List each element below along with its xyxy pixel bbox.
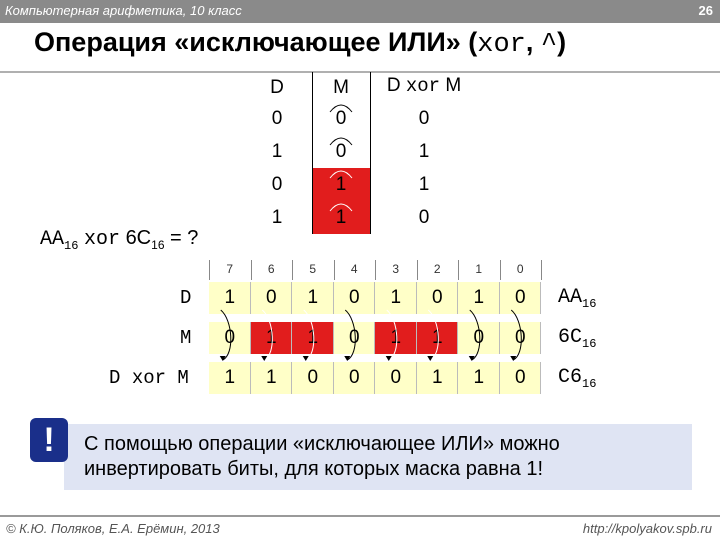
bit-column-divider bbox=[500, 260, 501, 280]
truth-header-m: M bbox=[333, 77, 349, 98]
bit-column-divider bbox=[209, 260, 210, 280]
bit-cell: 1 bbox=[473, 367, 485, 388]
page-number: 26 bbox=[698, 3, 713, 18]
bit-row-label-result-op: xor bbox=[131, 367, 167, 389]
question-tail: = ? bbox=[164, 227, 199, 249]
bit-arrowhead bbox=[220, 356, 226, 361]
note-line-1: С помощью операции «исключающее ИЛИ» можно bbox=[84, 433, 560, 455]
footer-bar bbox=[0, 517, 720, 540]
bit-column-divider bbox=[541, 260, 542, 280]
bit-position-label: 2 bbox=[433, 262, 441, 276]
bit-column-divider bbox=[292, 260, 293, 280]
truth-cell-m: 0 bbox=[335, 108, 347, 129]
bit-cell: 0 bbox=[514, 327, 526, 348]
title-code-xor: xor bbox=[477, 30, 526, 60]
bit-row-label-result-suffix: M bbox=[166, 367, 189, 389]
bit-cell: 0 bbox=[514, 287, 526, 308]
bit-row-hex-base: 16 bbox=[582, 377, 597, 391]
question-b-base: 16 bbox=[151, 238, 165, 252]
question-op: xor bbox=[83, 228, 120, 251]
truth-cell-result: 0 bbox=[418, 207, 430, 228]
bit-column-divider bbox=[458, 260, 459, 280]
question bbox=[40, 227, 198, 253]
bit-column-divider bbox=[251, 260, 252, 280]
bit-row-hex-value: C6 bbox=[558, 366, 583, 389]
page-title bbox=[34, 27, 566, 60]
bit-cell: 0 bbox=[348, 367, 360, 388]
truth-cell-d: 1 bbox=[271, 207, 283, 228]
note-text bbox=[84, 432, 560, 482]
bit-cell: 1 bbox=[431, 327, 443, 348]
title-code-caret: ^ bbox=[540, 30, 558, 60]
header-bar bbox=[0, 0, 720, 23]
bit-arrowhead bbox=[261, 356, 267, 361]
truth-cell-m: 0 bbox=[335, 141, 347, 162]
bit-row-label-result-prefix: D bbox=[109, 367, 132, 389]
bit-position-label: 6 bbox=[267, 262, 275, 276]
bit-cell: 1 bbox=[307, 287, 319, 308]
bit-position-label: 4 bbox=[350, 262, 358, 276]
bit-position-label: 3 bbox=[392, 262, 400, 276]
bit-row-hex bbox=[558, 325, 596, 351]
note-box bbox=[64, 424, 692, 490]
bit-row-label-result bbox=[109, 367, 189, 389]
truth-cell-m: 1 bbox=[335, 174, 347, 195]
bit-position-label: 7 bbox=[226, 262, 234, 276]
bit-row-hex-base: 16 bbox=[582, 337, 597, 351]
bit-column-divider bbox=[334, 260, 335, 280]
bit-cell: 1 bbox=[431, 367, 443, 388]
truth-cell-result: 1 bbox=[418, 141, 430, 162]
truth-header-result-suffix: M bbox=[440, 75, 462, 96]
bit-cell: 1 bbox=[265, 367, 277, 388]
bit-row-hex-value: AA bbox=[558, 286, 583, 309]
exclamation-icon: ! bbox=[30, 418, 68, 462]
bit-cell: 1 bbox=[390, 287, 402, 308]
title-divider bbox=[0, 71, 720, 73]
truth-cell-d: 1 bbox=[271, 141, 283, 162]
truth-header-result bbox=[370, 75, 478, 97]
bit-column-divider bbox=[375, 260, 376, 280]
bit-cell: 0 bbox=[348, 327, 360, 348]
bit-cell: 1 bbox=[307, 327, 319, 348]
bit-arrowhead bbox=[344, 356, 350, 361]
bit-cell: 1 bbox=[224, 367, 236, 388]
bit-column-divider bbox=[417, 260, 418, 280]
bit-cell: 0 bbox=[265, 287, 277, 308]
title-close: ) bbox=[557, 27, 567, 57]
bit-row-label-d: D bbox=[180, 287, 192, 309]
bit-row-hex-base: 16 bbox=[582, 297, 597, 311]
truth-header-result-prefix: D bbox=[386, 75, 406, 96]
truth-header-result-op: xor bbox=[405, 75, 441, 97]
title-sep: , bbox=[525, 27, 541, 57]
bit-cell: 0 bbox=[514, 367, 526, 388]
bit-cell: 0 bbox=[224, 327, 236, 348]
truth-cell-m: 1 bbox=[335, 207, 347, 228]
bit-cell: 0 bbox=[431, 287, 443, 308]
footer-url: http://kpolyakov.spb.ru bbox=[582, 521, 712, 536]
course-title: Компьютерная арифметика, 10 класс bbox=[5, 3, 242, 18]
truth-cell-result: 1 bbox=[418, 174, 430, 195]
bit-arrowhead bbox=[303, 356, 309, 361]
bit-row-hex bbox=[558, 285, 596, 311]
bit-row-label-m: M bbox=[180, 327, 192, 349]
bit-position-label: 0 bbox=[516, 262, 524, 276]
bit-arrowhead bbox=[510, 356, 516, 361]
bit-cell: 1 bbox=[224, 287, 236, 308]
bit-arrowhead bbox=[469, 356, 475, 361]
question-a: AA bbox=[40, 228, 65, 251]
note-line-2: инвертировать биты, для которых маска равна 1! bbox=[84, 458, 544, 480]
bit-cell: 1 bbox=[473, 287, 485, 308]
bit-arrowhead bbox=[386, 356, 392, 361]
bit-cell: 0 bbox=[348, 287, 360, 308]
bit-position-label: 5 bbox=[309, 262, 317, 276]
bit-cell: 0 bbox=[307, 367, 319, 388]
bit-arrowhead bbox=[427, 356, 433, 361]
question-a-base: 16 bbox=[64, 239, 79, 253]
truth-cell-d: 0 bbox=[271, 174, 283, 195]
bit-cell: 1 bbox=[265, 327, 277, 348]
bit-position-label: 1 bbox=[475, 262, 483, 276]
bit-cell: 0 bbox=[390, 367, 402, 388]
truth-header-d: D bbox=[270, 77, 284, 98]
bit-cell: 0 bbox=[473, 327, 485, 348]
footer-copyright: © К.Ю. Поляков, Е.А. Ерёмин, 2013 bbox=[6, 521, 220, 536]
bit-row-hex bbox=[558, 365, 596, 391]
bit-row-hex-value: 6C bbox=[558, 326, 583, 349]
truth-cell-result: 0 bbox=[418, 108, 430, 129]
bit-cell: 1 bbox=[390, 327, 402, 348]
title-text: Операция «исключающее ИЛИ» ( bbox=[34, 27, 478, 57]
truth-cell-d: 0 bbox=[271, 108, 283, 129]
question-b: 6C bbox=[125, 227, 152, 249]
